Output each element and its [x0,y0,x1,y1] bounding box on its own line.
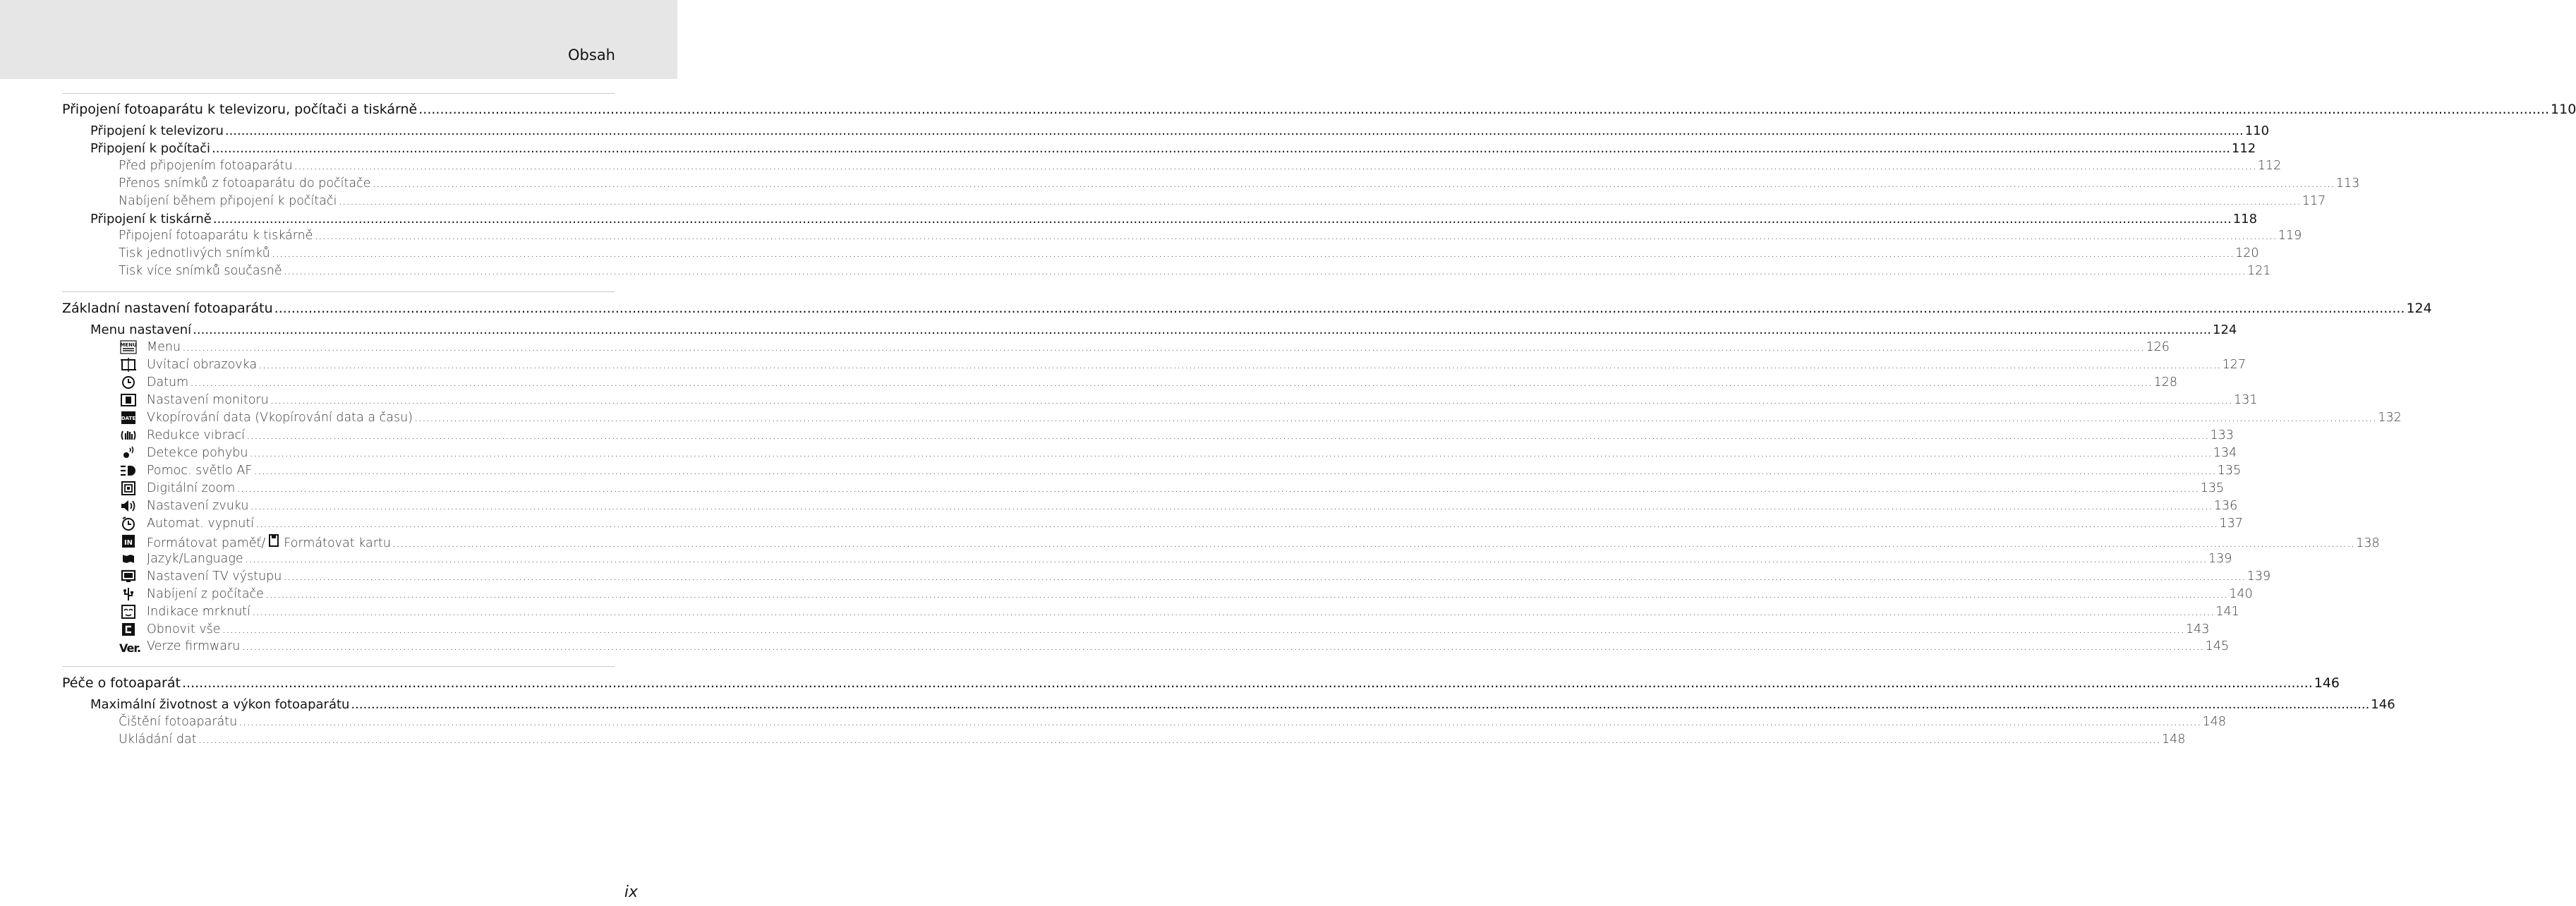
toc-subentry[interactable]: Datum ..... 128 [147,375,615,389]
reset-all-icon [119,622,138,637]
toc-subentry[interactable]: Detekce pohybu ..... 134 [147,446,615,460]
toc-subentry[interactable]: Tisk jednotlivých snímků ..... 120 [119,246,615,260]
toc-entry[interactable]: Připojení k počítači ..... 112 [90,141,615,156]
toc-section-title[interactable]: Péče o fotoaparát ..... 146 [62,675,615,691]
firmware-version-icon [119,639,141,655]
motion-detection-icon [119,445,138,461]
toc-subentry[interactable]: Digitální zoom ..... 135 [147,481,615,495]
memory-card-icon [268,534,279,550]
toc-subentry[interactable]: Nabíjení během připojení k počítači ..... 117 [119,194,615,208]
toc-subentry[interactable]: Přenos snímků z fotoaparátu do počítače ..... 113 [119,176,615,191]
section-divider [62,666,615,667]
toc-subentry[interactable]: Nastavení zvuku ..... 136 [147,499,615,513]
clock-icon [119,375,138,390]
af-assist-icon [119,463,138,478]
toc-subentry[interactable]: Automat. vypnutí ..... 137 [147,517,615,531]
svg-text:DATE: DATE [121,416,136,421]
toc-subentry[interactable]: Indikace mrknutí ..... 141 [147,605,615,619]
svg-text:MENU: MENU [120,342,137,348]
toc-section-title[interactable]: Připojení fotoaparátu k televizoru, počítači a tiskárně ..... 110 [62,102,615,117]
toc-subentry[interactable]: Připojení fotoaparátu k tiskárně ..... 119 [119,229,615,243]
auto-off-icon [119,516,138,531]
toc-entry[interactable]: Připojení k tiskárně ..... 118 [90,212,615,226]
toc-subentry[interactable]: Verze firmwaru ..... 145 [147,639,615,653]
page-title: Obsah [568,47,615,64]
welcome-screen-icon [119,357,138,373]
section-divider [62,93,615,94]
format-memory-icon [119,533,138,549]
menu-icon [119,339,138,355]
blink-warning-icon [119,604,138,620]
svg-text:Ver.: Ver. [119,641,141,655]
page-number: ix [624,883,638,901]
date-imprint-icon [119,410,138,425]
digital-zoom-icon [119,481,138,496]
toc-subentry[interactable]: Menu ..... 126 [147,340,615,354]
speaker-icon [119,498,138,514]
section-divider [62,291,615,292]
toc-subentry[interactable]: Obnovit vše ..... 143 [147,622,615,636]
toc-entry[interactable]: Maximální životnost a výkon fotoaparátu ..... 146 [90,697,615,712]
toc-subentry[interactable]: Tisk více snímků současně ..... 121 [119,264,615,278]
toc-subentry[interactable]: Pomoc. světlo AF ..... 135 [147,464,615,478]
toc-subentry[interactable]: Formátovat paměť/ Formátovat kartu ..... 138 [147,534,615,550]
toc-subentry[interactable]: Nastavení TV výstupu ..... 139 [147,569,615,584]
svg-text:IN: IN [123,539,133,547]
leader-dots [418,102,2549,117]
toc-entry[interactable]: Menu nastavení ..... 124 [90,322,615,337]
vibration-reduction-icon [119,428,138,443]
tv-output-icon [119,569,138,584]
toc-subentry[interactable]: Před připojením fotoaparátu ..... 112 [119,159,615,173]
toc-subentry[interactable]: Redukce vibrací ..... 133 [147,428,615,442]
monitor-icon [119,392,138,408]
page-header-band [0,0,677,79]
toc-entry[interactable]: Připojení k televizoru ..... 110 [90,123,615,138]
toc-section-title[interactable]: Základní nastavení fotoaparátu ..... 124 [62,301,615,316]
toc-subentry[interactable]: Jazyk/Language ..... 139 [147,552,615,566]
toc-subentry[interactable]: Vkopírování data (Vkopírování data a času) ..... 132 [147,411,615,425]
toc-subentry[interactable]: Nabíjení z počítače ..... 140 [147,587,615,601]
language-icon [119,551,138,567]
toc-subentry[interactable]: Čištění fotoaparátu ..... 148 [119,715,615,729]
usb-charge-icon [119,586,138,602]
toc-subentry[interactable]: Nastavení monitoru ..... 131 [147,393,615,407]
toc-subentry[interactable]: Ukládání dat ..... 148 [119,732,615,747]
toc-subentry[interactable]: Uvítací obrazovka ..... 127 [147,358,615,372]
